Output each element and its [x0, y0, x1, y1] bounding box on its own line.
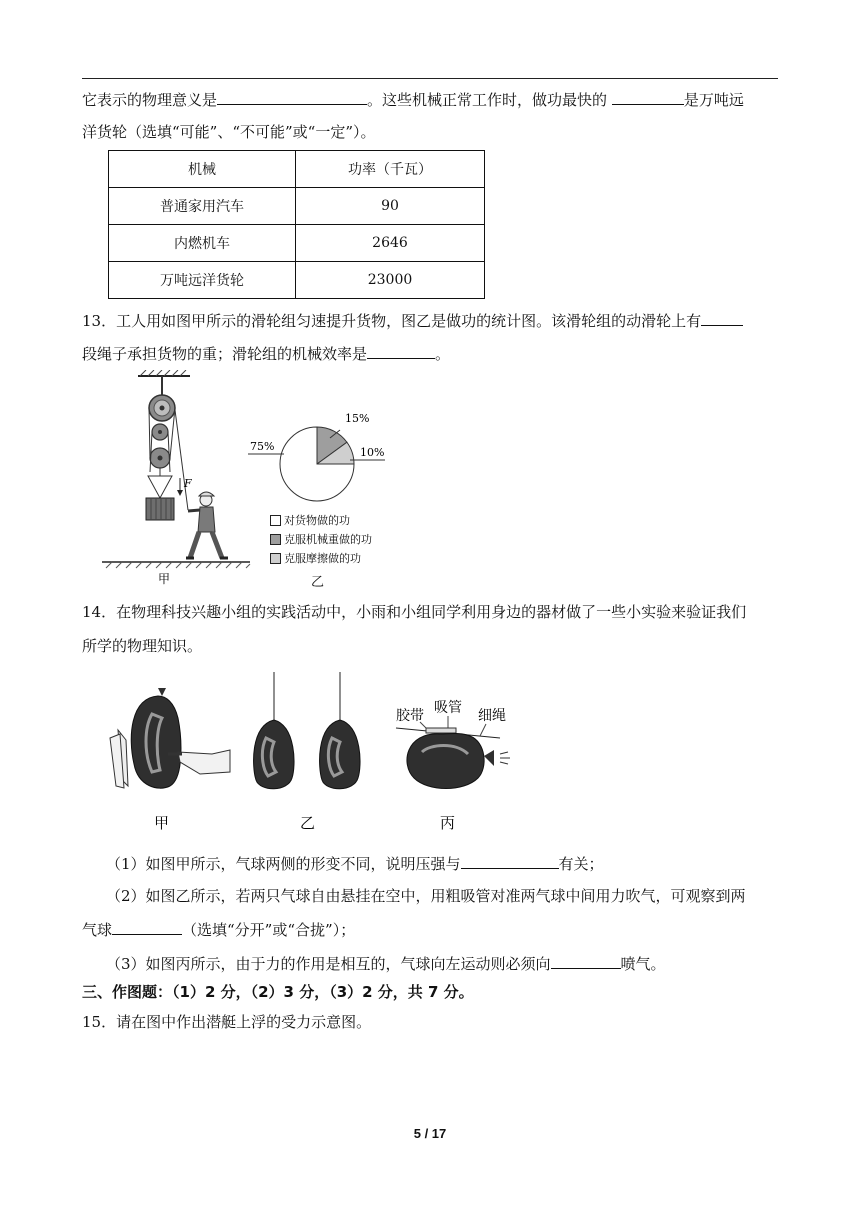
table-cell: 23000: [296, 262, 485, 299]
movable-pulley: [150, 448, 170, 468]
q14-sub1: [106, 853, 604, 874]
pie-slices: [280, 427, 354, 501]
force-arrow: [177, 477, 192, 496]
label-tape: 胶带: [396, 708, 424, 724]
q15-text: 15．请在图中作出潜艇上浮的受力示意图。: [82, 1013, 372, 1031]
legend-label: 对货物做的功: [284, 514, 350, 527]
caption-b: 乙: [300, 814, 316, 832]
q14-sub2-line1: （2）如图乙所示，若两只气球自由悬挂在空中，用粗吸管对准两气球中间用力吹气，可观察到两: [106, 887, 746, 905]
legend-swatch-cargo: [270, 515, 281, 526]
page-number: 5 / 17: [413, 1126, 447, 1141]
header-rule: [82, 78, 778, 79]
q14-sub3-text-a: （3）如图丙所示，由于力的作用是相互的，气球向左运动则必须向: [106, 955, 551, 973]
fig-caption-b: 乙: [311, 575, 325, 590]
force-label: F: [184, 477, 192, 490]
cargo-box: [146, 476, 174, 520]
pie-value-label: 10%: [360, 446, 385, 459]
section-heading: 三、作图题：（1）2 分，（2）3 分，（3）2 分，共 7 分。: [82, 983, 474, 1001]
q14-sub3-text-b: 喷气。: [620, 955, 666, 973]
q14-sub2-text-a: 气球: [82, 921, 113, 939]
ceiling-support: [138, 370, 190, 396]
q14-blank-pressure[interactable]: [461, 853, 559, 869]
q14-sub2-text-b: （选填“分开”或“合拢”）；: [182, 921, 356, 939]
pulley-system-figure: [100, 370, 260, 585]
table-cell: 万吨远洋货轮: [109, 262, 296, 299]
legend-swatch-machine: [270, 534, 281, 545]
caption-a: 甲: [154, 814, 170, 832]
fig-caption-a: 甲: [158, 572, 171, 585]
table-row: [109, 225, 485, 262]
table-header: 机械: [109, 151, 296, 188]
pie-value-label: 15%: [345, 412, 370, 425]
q14-sub1-text-b: 有关；: [558, 855, 604, 873]
machine-power-table: [108, 150, 485, 299]
pie-value-label: 75%: [250, 440, 275, 453]
table-cell: 2646: [296, 225, 485, 262]
q12-text-a: 它表示的物理意义是: [82, 91, 218, 109]
table-cell: 普通家用汽车: [109, 188, 296, 225]
ground: [102, 562, 250, 568]
balloon-experiments-figure: [100, 668, 530, 838]
q13-blank-segments[interactable]: [701, 310, 743, 326]
fixed-pulley: [149, 395, 175, 440]
q13-line2: [82, 343, 450, 364]
table-cell: 内燃机车: [109, 225, 296, 262]
table-header-row: [109, 151, 485, 188]
table-row: [109, 188, 485, 225]
work-pie-chart: [240, 400, 400, 510]
q12-line1: [82, 89, 744, 110]
legend-swatch-friction: [270, 553, 281, 564]
q14-sub1-text-a: （1）如图甲所示，气球两侧的形变不同，说明压强与: [106, 855, 461, 873]
q12-line2: 洋货轮（选填“可能”、“不可能”或“一定”）。: [82, 123, 376, 141]
q14-line2: 所学的物理知识。: [82, 637, 203, 655]
q13-line1: [82, 310, 743, 331]
caption-c: 丙: [440, 814, 456, 832]
q12-blank-meaning[interactable]: [217, 89, 367, 105]
q14-sub2-line2: [82, 919, 355, 940]
legend-item: [270, 512, 350, 528]
q14-blank-direction[interactable]: [551, 953, 621, 969]
q13-text-a: 段绳子承担货物的重；滑轮组的机械效率是: [82, 345, 368, 363]
balloon-rocket-figure: [396, 700, 510, 789]
label-string: 细绳: [478, 708, 506, 724]
q14-blank-balloons[interactable]: [112, 919, 182, 935]
q13-blank-efficiency[interactable]: [367, 343, 435, 359]
legend-label: 克服摩擦做的功: [284, 552, 361, 565]
label-straw: 吸管: [434, 700, 462, 716]
q14-line1: 14．在物理科技兴趣小组的实践活动中，小雨和小组同学利用身边的器材做了一些小实验来验证我们: [82, 603, 747, 621]
legend-label: 克服机械重做的功: [284, 533, 372, 546]
table-header: 功率（千瓦）: [296, 151, 485, 188]
table-row: [109, 262, 485, 299]
q13-text-b: 。: [435, 345, 451, 363]
balloon-pair-figure: [254, 672, 360, 789]
q14-sub3: [106, 953, 666, 974]
q12-text-c: 是万吨远: [683, 91, 744, 109]
q12-text-b: 。这些机械正常工作时，做功最快的: [367, 91, 608, 109]
legend-item: [270, 531, 372, 547]
legend-item: [270, 550, 361, 566]
worker-figure: [186, 492, 228, 558]
balloon-squeeze-figure: [110, 688, 230, 788]
q12-blank-fastest[interactable]: [612, 89, 684, 105]
q13-text: 13．工人用如图甲所示的滑轮组匀速提升货物，图乙是做功的统计图。该滑轮组的动滑轮上有: [82, 312, 702, 330]
table-cell: 90: [296, 188, 485, 225]
